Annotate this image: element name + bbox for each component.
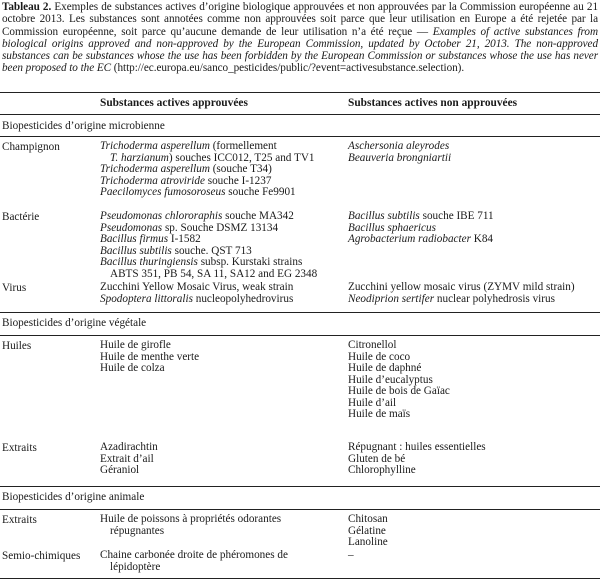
- entry-text: Huile d’eucalyptus: [348, 373, 433, 386]
- substance-line: [348, 234, 494, 246]
- row-label: Extraits: [2, 442, 37, 454]
- entry-text: Géraniol: [100, 464, 140, 476]
- entry-text: Citronellol: [348, 339, 397, 351]
- substance-line: [100, 562, 288, 574]
- species-name: Beauveria brongniartii: [348, 151, 452, 164]
- entry-text: K84: [470, 233, 494, 245]
- entry-text: Gélatine: [348, 524, 386, 537]
- entry-text: Huile de maïs: [348, 408, 411, 420]
- row-label: Extraits: [2, 514, 37, 526]
- entry-text: Huile de poissons à propriétés odorantes: [100, 513, 282, 525]
- entry-text: Huile de daphné: [348, 362, 422, 374]
- entry-text: Azadirachtin: [100, 441, 158, 453]
- caption-english-text: Examples of active substances from biological origins approved and non-approved by the European Commission, updated by October 21, 2013. The non-approved substances can be substances whose the use has been forbidden by the European Commission or substances whose the use has never been proposed to the EC: [2, 25, 598, 75]
- species-name: Bacillus firmus: [100, 233, 169, 245]
- non-approved-cell: [348, 141, 451, 164]
- entry-text: Huile de menthe verte: [100, 350, 200, 363]
- top-rule: [0, 92, 600, 93]
- species-name: Agrobacterium radiobacter: [348, 233, 471, 245]
- approved-cell: [100, 514, 281, 537]
- substance-line: [348, 465, 486, 477]
- species-name: Trichoderma asperellum: [100, 163, 210, 175]
- section-rule: [0, 335, 600, 336]
- entry-text: lépidoptère: [110, 560, 161, 573]
- species-name: Trichoderma atroviride: [100, 174, 205, 187]
- entry-text: Extrait d’ail: [100, 452, 154, 465]
- species-name: Bacillus thuringiensis: [100, 256, 198, 268]
- substance-line: [100, 526, 281, 538]
- caption-label: Tableau 2.: [2, 1, 52, 13]
- approved-cell: [100, 442, 158, 477]
- substance-line: [348, 537, 388, 549]
- species-name: Neodiprion sertifer: [348, 292, 435, 305]
- entry-text: –: [348, 549, 354, 561]
- row-label: Bactérie: [2, 211, 40, 223]
- entry-text: souche Fe9901: [225, 186, 296, 198]
- entry-text: Huile de colza: [100, 362, 165, 374]
- header-rule: [0, 114, 600, 115]
- species-name: Bacillus subtilis: [348, 210, 420, 222]
- species-name: Paecilomyces fumosoroseus: [100, 186, 226, 198]
- non-approved-cell: [348, 211, 494, 246]
- entry-text: I-1582: [168, 233, 201, 245]
- row-label: Huiles: [2, 340, 32, 352]
- entry-text: nuclear polyhedrosis virus: [434, 292, 555, 305]
- substance-line: [100, 269, 317, 281]
- entry-text: nucleopolyhedrovirus: [192, 292, 294, 305]
- bottom-rule: [0, 578, 600, 579]
- species-name: Spodoptera littoralis: [100, 292, 193, 305]
- species-name: Bacillus subtilis: [100, 244, 172, 257]
- approved-cell: [100, 141, 315, 199]
- table-caption: [2, 1, 598, 75]
- approved-cell: [100, 340, 199, 375]
- non-approved-cell: [348, 442, 486, 477]
- section-title: Biopesticides d’origine microbienne: [2, 120, 165, 132]
- caption-french-text: Exemples de substances actives d’origine biologique approuvées et non approuvées par la Commission européenne au 21 octobre 2013. Les substances sont annotées comme non approuvées soit parce que leur utilisation en Europe a été rejetée par la Commission européenne, soit parce qu’aucune demande de leur utilisation n’a été reçue —: [2, 1, 599, 38]
- species-name: Pseudomonas: [100, 221, 163, 234]
- approved-cell: [100, 211, 317, 280]
- non-approved-cell: [348, 550, 354, 562]
- entry-text: souche I-1237: [204, 174, 272, 187]
- species-name: T. harzianum: [110, 151, 169, 164]
- substance-line: [348, 409, 450, 421]
- section-rule: [0, 136, 600, 137]
- section-title: Biopesticides d’origine animale: [2, 491, 145, 503]
- species-name: Pseudomonas chlororaphis: [100, 210, 223, 222]
- entry-text: ) souches ICC012, T25 and TV1: [168, 151, 315, 164]
- row-label: Virus: [2, 282, 27, 294]
- non-approved-cell: [348, 340, 450, 421]
- substance-line: [348, 294, 575, 306]
- entry-text: subsp. Kurstaki strains: [197, 256, 303, 268]
- species-name: Aschersonia aleyrodes: [348, 140, 450, 152]
- substance-line: [348, 153, 451, 165]
- entry-text: Lanoline: [348, 536, 388, 548]
- entry-text: Huile de coco: [348, 350, 411, 363]
- entry-text: ABTS 351, PB 54, SA 11, SA12 and EG 2348: [110, 267, 318, 280]
- entry-text: souche IBE 711: [419, 210, 494, 222]
- entry-text: sp. Souche DSMZ 13134: [162, 221, 279, 234]
- substance-line: [100, 294, 293, 306]
- row-label: Semio-chimiques: [2, 550, 81, 562]
- section-separator: [0, 312, 600, 313]
- species-name: Trichoderma asperellum: [100, 140, 210, 152]
- substance-line: [100, 363, 199, 375]
- entry-text: souche. QST 713: [171, 244, 252, 257]
- entry-text: Chitosan: [348, 513, 388, 525]
- entry-text: Zucchini Yellow Mosaic Virus, weak strain: [100, 281, 294, 293]
- substance-line: [100, 187, 315, 199]
- approved-cell: [100, 282, 293, 305]
- species-name: Bacillus sphaericus: [348, 221, 436, 234]
- entry-text: Zucchini yellow mosaic virus (ZYMV mild strain): [348, 281, 575, 293]
- row-label: Champignon: [2, 141, 60, 153]
- section-title: Biopesticides d’origine végétale: [2, 317, 147, 329]
- entry-text: Huile de bois de Gaïac: [348, 385, 450, 397]
- entry-text: (souche T34): [209, 163, 272, 175]
- non-approved-cell: [348, 514, 388, 549]
- entry-text: Huile d’ail: [348, 396, 397, 409]
- entry-text: (formellement: [209, 140, 277, 152]
- substance-line: [100, 465, 158, 477]
- caption-link-text: (http://ec.europa.eu/sanco_pesticides/public/?event=activesubstance.selection).: [111, 62, 465, 75]
- entry-text: Gluten de bé: [348, 452, 406, 465]
- entry-text: Chlorophylline: [348, 464, 416, 476]
- approved-cell: [100, 550, 288, 573]
- header-non-approved: Substances actives non approuvées: [348, 97, 518, 109]
- substance-line: [348, 550, 354, 562]
- entry-text: souche MA342: [222, 210, 294, 222]
- header-approved: Substances actives approuvées: [100, 97, 248, 109]
- entry-text: répugnantes: [110, 524, 165, 537]
- section-separator: [0, 486, 600, 487]
- entry-text: Huile de girofle: [100, 339, 171, 351]
- entry-text: Chaine carbonée droite de phéromones de: [100, 549, 288, 561]
- entry-text: Répugnant : huiles essentielles: [348, 441, 486, 453]
- section-rule: [0, 509, 600, 510]
- non-approved-cell: [348, 282, 575, 305]
